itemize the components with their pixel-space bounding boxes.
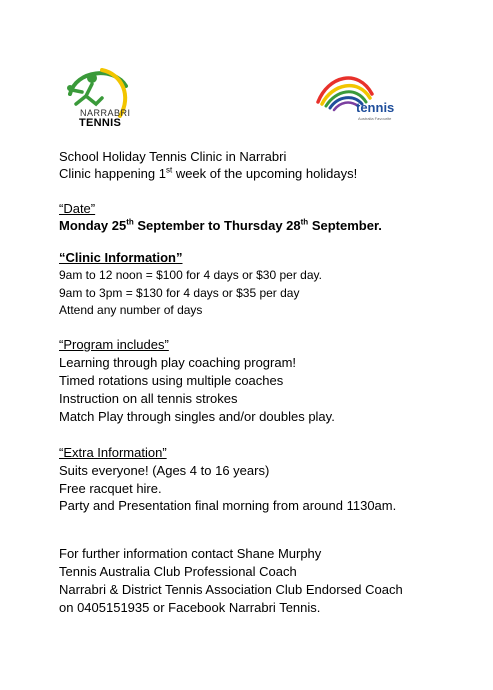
program-line: Match Play through singles and/or doubles play. [59,409,335,424]
logo-subtext: Australia Favourite [358,116,392,121]
narrabri-tennis-logo [62,64,132,134]
clinic-info-line: 9am to 12 noon = $100 for 4 days or $30 per day. [59,268,322,282]
extra-info-line: Suits everyone! (Ages 4 to 16 years) [59,463,270,478]
date-heading: “Date” [59,201,96,216]
extra-info-line: Party and Presentation final morning from around 1130am. [59,498,397,513]
contact-line: For further information contact Shane Murphy [59,546,322,561]
extra-info-heading: “Extra Information” [59,445,167,460]
program-heading: “Program includes” [59,337,169,352]
extra-info-line: Free racquet hire. [59,481,162,496]
logo-text-narrabri: NARRABRI [80,108,131,118]
logo-text-tennis-australia: tennis [356,100,395,115]
program-line: Timed rotations using multiple coaches [59,373,284,388]
intro-line-2: Clinic happening 1st week of the upcoming holidays! [59,165,358,181]
program-line: Learning through play coaching program! [59,355,297,370]
clinic-info-heading: “Clinic Information” [59,250,183,265]
intro-line-1: School Holiday Tennis Clinic in Narrabri [59,149,287,164]
program-line: Instruction on all tennis strokes [59,391,238,406]
contact-line: Tennis Australia Club Professional Coach [59,564,297,579]
contact-line: Narrabri & District Tennis Association Club Endorsed Coach [59,582,403,597]
date-range: Monday 25th September to Thursday 28th September. [59,217,382,233]
tennis-australia-logo [314,66,395,126]
clinic-info-line: Attend any number of days [59,303,203,317]
logo-text-tennis: TENNIS [79,117,122,129]
contact-line: on 0405151935 or Facebook Narrabri Tennis. [59,600,321,615]
clinic-info-line: 9am to 3pm = $130 for 4 days or $35 per day [59,286,300,300]
